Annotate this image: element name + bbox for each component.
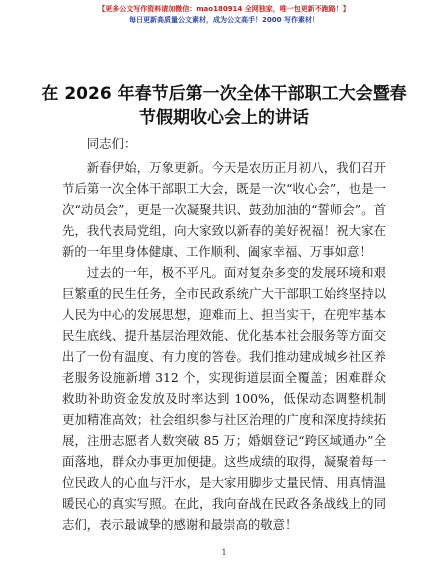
promo-banner bbox=[0, 4, 448, 26]
promo-banner-line1: 【更多公文写作资料请加微信：mao180914 全网独家，唯一包更新不跑路！】 bbox=[98, 5, 350, 13]
salutation: 同志们： bbox=[86, 136, 137, 151]
paragraph-greeting: 新春伊始，万象更新。今天是农历正月初八，我们召开节后第一次全体干部职工大会，既是一次“收心会”，也是一次“动员会”，更是一次凝聚共识、鼓劲加油的“誓师会”。首先，我代表局党组，向大家致以新春的美好祝福！祝大家在新的一年里身体健康、工作顺利、阖家幸福、万事如意！ bbox=[62, 160, 386, 259]
document-title bbox=[40, 82, 408, 130]
promo-banner-line2: 每日更新高质量公文素材，成为公文高手！2000 写作素材！ bbox=[129, 16, 319, 24]
document-title-line1: 在 2026 年春节后第一次全体干部职工大会暨春 bbox=[41, 84, 407, 104]
document-body bbox=[62, 133, 386, 535]
paragraph-review: 过去的一年，极不平凡。面对复杂多变的发展环境和艰巨繁重的民生任务，全市民政系统广大干部职工始终坚持以人民为中心的发展思想，迎难而上、担当实干，在兜牢基本民生底线、提升基层治理效能、优化基本社会服务等方面交出了一份有温度、有力度的答卷。我们推动建成城乡社区养老服务设施新增 312 个，实现街道层面全覆盖；困难群众救助补助资金发放及时率达到 100%，低保动态调整机制更加精准高效；社会组织参与社区治理的广度和深度持续拓展，注册志愿者人数突破 85 万；婚姻登记“跨区域通办”全面落地，群众办事更加便捷。这些成绩的取得，凝聚着每一位民政人的心血与汗水，是大家用脚步丈量民情、用真情温暖民心的真实写照。在此，我向奋战在民政各条战线上的同志们，表示最诚挚的感谢和最崇高的敬意！ bbox=[62, 265, 386, 532]
page-number: 1 bbox=[221, 548, 227, 557]
document-title-line2: 节假期收心会上的讲话 bbox=[139, 108, 309, 128]
